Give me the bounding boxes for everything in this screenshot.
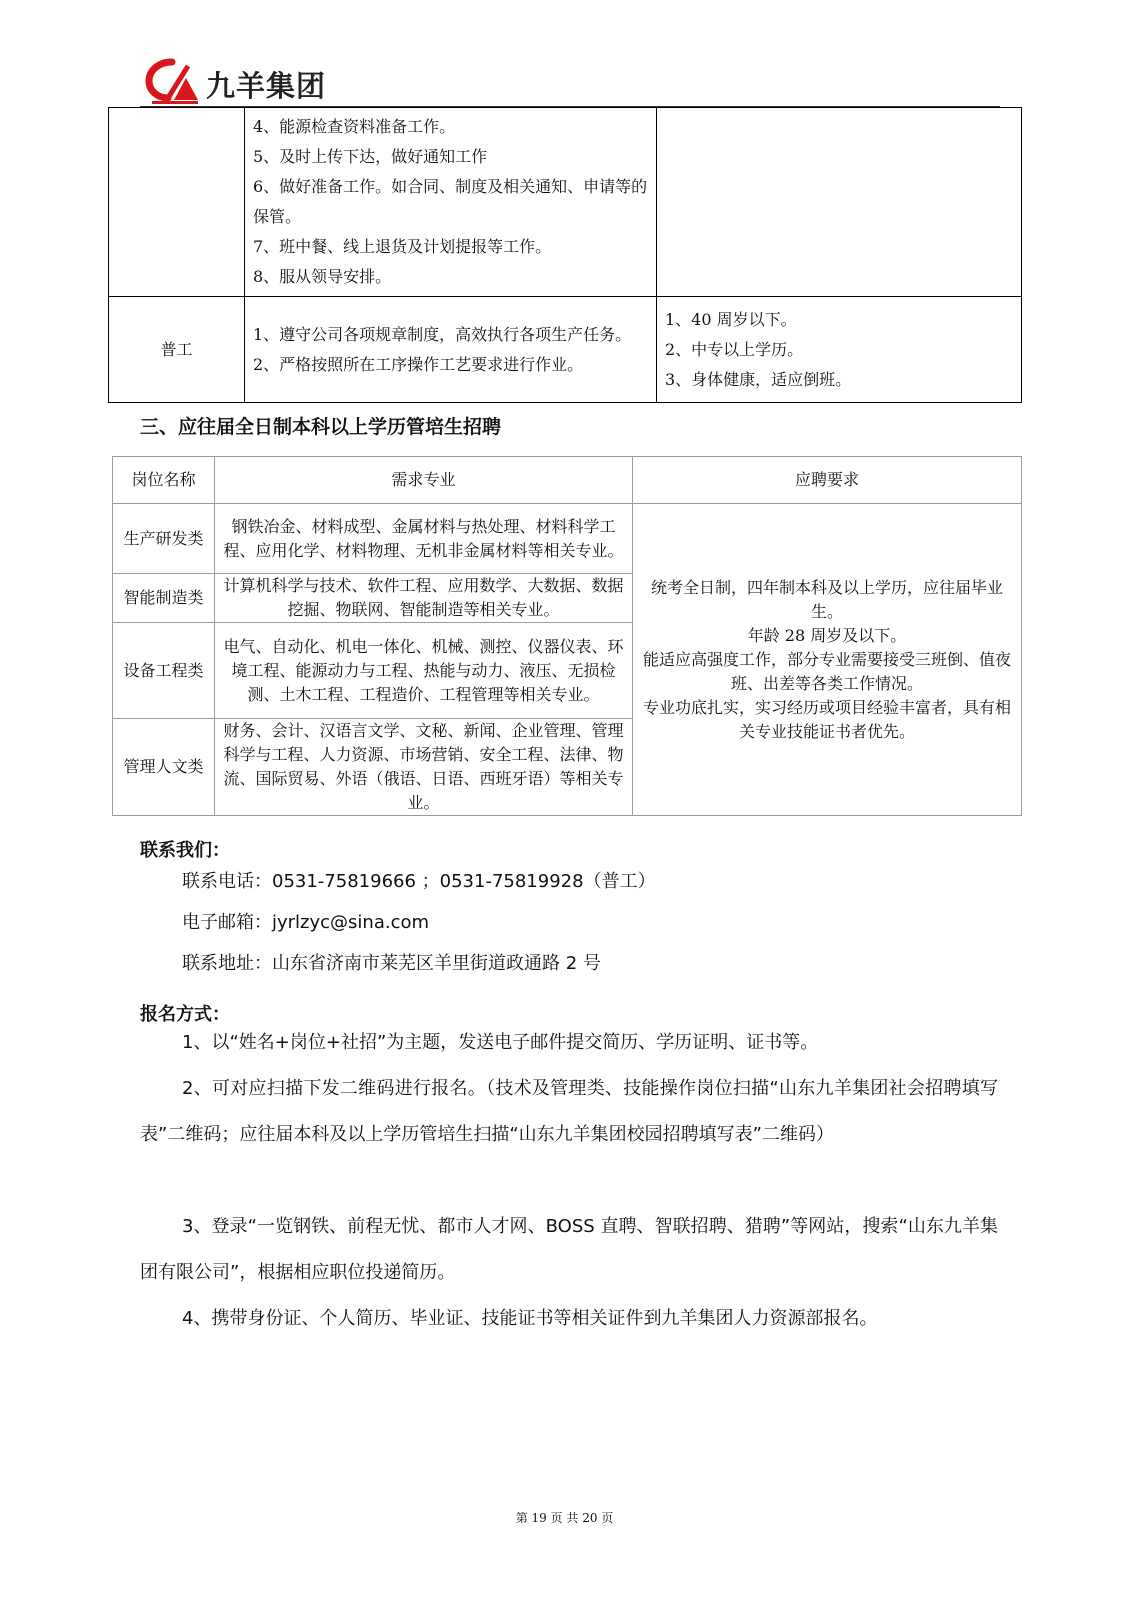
- signup-item: 4、携带身份证、个人简历、毕业证、技能证书等相关证件到九羊集团人力资源部报名。: [182, 1308, 878, 1329]
- majors-cell: 电气、自动化、机电一体化、机械、测控、仪器仪表、环境工程、能源动力与工程、热能与动力、液压、无损检测、土木工程、工程造价、工程管理等相关专业。: [215, 623, 633, 719]
- duty-item: 8、服从领导安排。: [253, 267, 392, 286]
- requirement-item: 年龄 28 周岁及以下。: [747, 625, 907, 645]
- duty-item: 6、做好准备工作。如合同、制度及相关通知、申请等的保管。: [253, 177, 648, 226]
- page-number: 第 19 页 共 20 页: [515, 1511, 614, 1525]
- signup-item: 3、登录“一览钢铁、前程无忧、都市人才网、BOSS 直聘、智联招聘、猎聘”等网站，搜索“山东九羊集团有限公司”，根据相应职位投递简历。: [140, 1216, 998, 1283]
- table-row: [113, 504, 1022, 574]
- column-header: 应聘要求: [633, 457, 1022, 504]
- contact-email: 电子邮箱：jyrlzyc@sina.com: [182, 912, 430, 933]
- table-row: [109, 108, 1022, 297]
- column-header: 岗位名称: [113, 457, 215, 504]
- duty-item: 1、遵守公司各项规章制度，高效执行各项生产任务。: [253, 324, 632, 344]
- duty-item: 4、能源检查资料准备工作。: [253, 117, 456, 136]
- table-header-row: [113, 457, 1022, 504]
- requirement-item: 3、身体健康，适应倒班。: [665, 369, 852, 389]
- page-header: [140, 54, 1020, 108]
- duties-cell: [245, 108, 657, 297]
- majors-cell: 钢铁冶金、材料成型、金属材料与热处理、材料科学工程、应用化学、材料物理、无机非金属材料等相关专业。: [215, 504, 633, 574]
- requirements-cell: [657, 297, 1022, 403]
- jiuyang-logo-icon: [144, 56, 200, 106]
- section-title: 三、应往届全日制本科以上学历管培生招聘: [140, 416, 502, 438]
- positions-table: [108, 107, 1022, 403]
- requirement-item: 统考全日制，四年制本科及以上学历，应往届毕业生。: [650, 577, 1003, 621]
- signup-item: 2、可对应扫描下发二维码进行报名。（技术及管理类、技能操作岗位扫描“山东九羊集团社会招聘填写表”二维码；应往届本科及以上学历管培生扫描“山东九羊集团校园招聘填写表”二维码）: [140, 1078, 998, 1145]
- contact-address: 联系地址：山东省济南市莱芜区羊里街道政通路 2 号: [182, 953, 601, 974]
- table-row: [109, 297, 1022, 403]
- majors-cell: 计算机科学与技术、软件工程、应用数学、大数据、数据挖掘、物联网、智能制造等相关专业。: [215, 574, 633, 623]
- position-cell: 普工: [109, 297, 245, 403]
- application-requirements: [633, 504, 1022, 816]
- requirement-item: 2、中专以上学历。: [665, 339, 804, 359]
- trainee-table: [112, 456, 1022, 816]
- signup-item: 1、以“姓名+岗位+社招”为主题，发送电子邮件提交简历、学历证明、证书等。: [182, 1032, 819, 1053]
- category-cell: 智能制造类: [113, 574, 215, 623]
- contact-phone: 联系电话：0531-75819666 ；0531-75819928（普工）: [182, 871, 656, 892]
- duty-item: 2、严格按照所在工序操作工艺要求进行作业。: [253, 354, 584, 374]
- requirement-item: 能适应高强度工作，部分专业需要接受三班倒、值夜班、出差等各类工作情况。: [642, 649, 1011, 693]
- duties-cell: [245, 297, 657, 403]
- category-cell: 设备工程类: [113, 623, 215, 719]
- signup-title: 报名方式：: [140, 1004, 230, 1025]
- position-cell: [109, 108, 245, 297]
- contact-title: 联系我们：: [140, 840, 230, 861]
- requirement-item: 专业功底扎实，实习经历或项目经验丰富者，具有相关专业技能证书者优先。: [642, 697, 1011, 741]
- category-cell: 生产研发类: [113, 504, 215, 574]
- duty-item: 5、及时上传下达，做好通知工作: [253, 147, 488, 166]
- column-header: 需求专业: [215, 457, 633, 504]
- requirement-item: 1、40 周岁以下。: [665, 309, 797, 329]
- brand-name: 九羊集团: [206, 69, 327, 103]
- majors-cell: 财务、会计、汉语言文学、文秘、新闻、企业管理、管理科学与工程、人力资源、市场营销、安全工程、法律、物流、国际贸易、外语（俄语、日语、西班牙语）等相关专业。: [215, 719, 633, 816]
- duty-item: 7、班中餐、线上退货及计划提报等工作。: [253, 237, 552, 256]
- requirements-cell: [657, 108, 1022, 297]
- category-cell: 管理人文类: [113, 719, 215, 816]
